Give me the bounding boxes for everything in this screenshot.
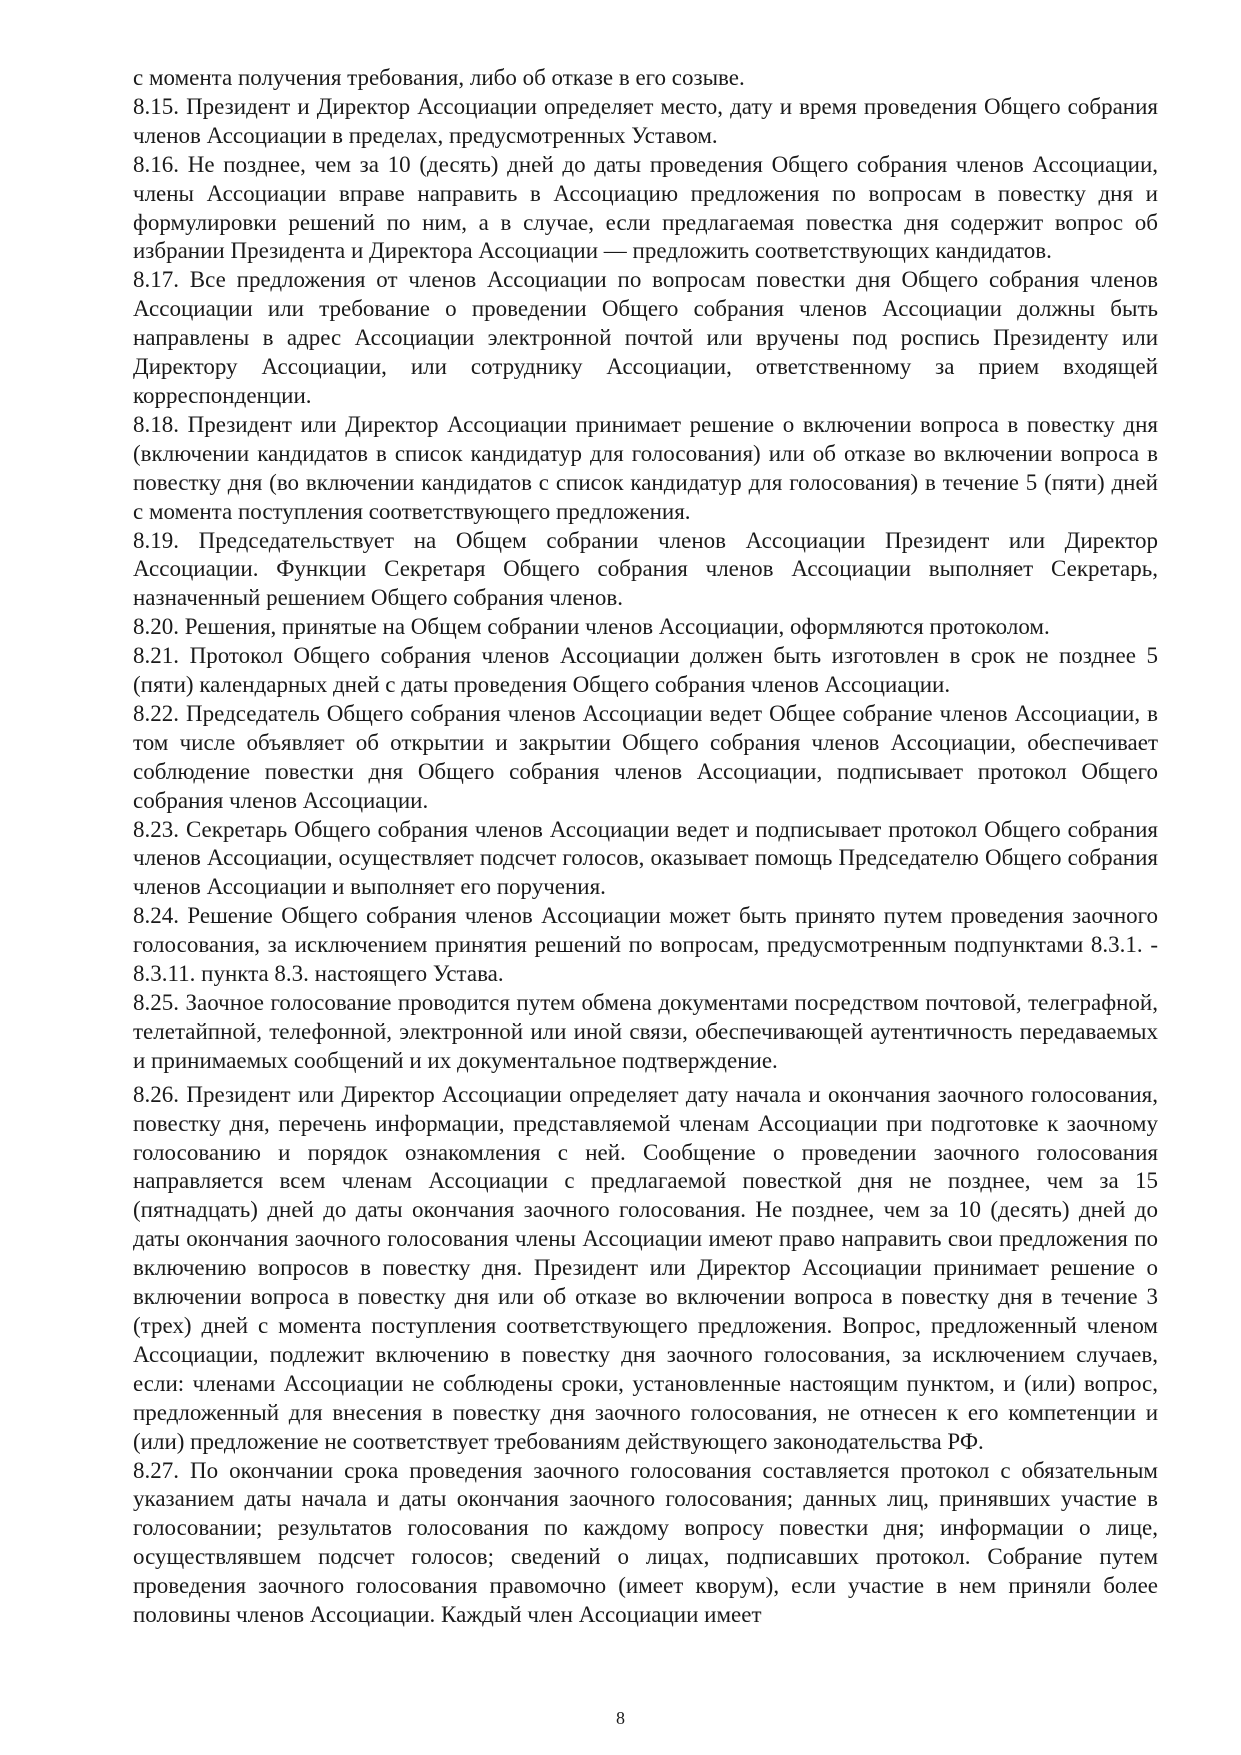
- paragraph-8-26: 8.26. Президент или Директор Ассоциации определяет дату начала и окончания заочного голосования, повестку дня, перечень информации, представляемой членам Ассоциации при подготовке к заочному голосованию и порядок ознакомления с ней. Сообщение о проведении заочного голосования направляется всем членам Ассоциации с предлагаемой повесткой дня не позднее, чем за 15 (пятнадцать) дней до даты окончания заочного голосования. Не позднее, чем за 10 (десять) дней до даты окончания заочного голосования члены Ассоциации имеют право направить свои предложения по включению вопросов в повестку дня. Президент или Директор Ассоциации принимает решение о включении вопроса в повестку дня или об отказе во включении вопроса в повестку дня в течение 3 (трех) дней с момента поступления соответствующего предложения. Вопрос, предложенный членом Ассоциации, подлежит включению в повестку дня заочного голосования, за исключением случаев, если: членами Ассоциации не соблюдены сроки, установленные настоящим пунктом, и (или) вопрос, предложенный для внесения в повестку дня заочного голосования, не отнесен к его компетенции и (или) предложение не соответствует требованиям действующего законодательства РФ.: [133, 1081, 1158, 1454]
- paragraph-8-20: 8.20. Решения, принятые на Общем собрании членов Ассоциации, оформляются протоколом.: [133, 614, 1050, 640]
- paragraph-8-27: 8.27. По окончании срока проведения заочного голосования составляется протокол с обязательным указанием даты начала и даты окончания заочного голосования; данных лиц, принявших участие в голосовании; результатов голосования по каждому вопросу повестки дня; информации о лице, осуществлявшем подсчет голосов; сведений о лицах, подписавших протокол. Собрание путем проведения заочного голосования правомочно (имеет кворум), если участие в нем приняли более половины членов Ассоциации. Каждый член Ассоциации имеет: [133, 1457, 1158, 1628]
- paragraph-8-17: 8.17. Все предложения от членов Ассоциации по вопросам повестки дня Общего собрания членов Ассоциации или требование о проведении Общего собрания членов Ассоциации должны быть направлены в адрес Ассоциации электронной почтой или вручены под роспись Президенту или Директору Ассоциации, или сотруднику Ассоциации, ответственному за прием входящей корреспонденции.: [133, 267, 1158, 408]
- paragraph-8-23: 8.23. Секретарь Общего собрания членов Ассоциации ведет и подписывает протокол Общего собрания членов Ассоциации, осуществляет подсчет голосов, оказывает помощь Председателю Общего собрания членов Ассоциации и выполняет его поручения.: [133, 816, 1158, 900]
- paragraph-continuation: с момента получения требования, либо об отказе в его созыве.: [133, 65, 745, 90]
- paragraph-8-22: 8.22. Председатель Общего собрания членов Ассоциации ведет Общее собрание членов Ассоциации, в том числе объявляет об открытии и закрытии Общего собрания членов Ассоциации, обеспечивает соблюдение повестки дня Общего собрания членов Ассоциации, подписывает протокол Общего собрания членов Ассоциации.: [133, 700, 1158, 813]
- paragraph-8-15: 8.15. Президент и Директор Ассоциации определяет место, дату и время проведения Общего собрания членов Ассоциации в пределах, предусмотренных Уставом.: [133, 93, 1158, 148]
- paragraph-8-25: 8.25. Заочное голосование проводится путем обмена документами посредством почтовой, телеграфной, телетайпной, телефонной, электронной или иной связи, обеспечивающей аутентичность передаваемых и принимаемых сообщений и их документальное подтверждение.: [133, 990, 1158, 1073]
- paragraph-8-21: 8.21. Протокол Общего собрания членов Ассоциации должен быть изготовлен в срок не позднее 5 (пяти) календарных дней с даты проведения Общего собрания членов Ассоциации.: [133, 643, 1158, 698]
- paragraph-8-18: 8.18. Президент или Директор Ассоциации принимает решение о включении вопроса в повестку дня (включении кандидатов в список кандидатур для голосования) или об отказе во включении вопроса в повестку дня (во включении кандидатов с список кандидатур для голосования) в течение 5 (пяти) дней с момента поступления соответствующего предложения.: [133, 411, 1158, 524]
- page-number: 8: [616, 1708, 625, 1728]
- document-page: [133, 64, 1158, 1630]
- paragraph-8-16: 8.16. Не позднее, чем за 10 (десять) дней до даты проведения Общего собрания членов Ассоциации, члены Ассоциации вправе направить в Ассоциацию предложения по вопросам в повестку дня и формулировки решений по ним, а в случае, если предлагаемая повестка дня содержит вопрос об избрании Президента и Директора Ассоциации — предложить соответствующих кандидатов.: [133, 151, 1158, 264]
- paragraph-8-19: 8.19. Председательствует на Общем собрании членов Ассоциации Президент или Директор Ассоциации. Функции Секретаря Общего собрания членов Ассоциации выполняет Секретарь, назначенный решением Общего собрания членов.: [133, 527, 1158, 611]
- paragraph-8-24: 8.24. Решение Общего собрания членов Ассоциации может быть принято путем проведения заочного голосования, за исключением принятия решений по вопросам, предусмотренным подпунктами 8.3.1. - 8.3.11. пункта 8.3. настоящего Устава.: [133, 903, 1158, 987]
